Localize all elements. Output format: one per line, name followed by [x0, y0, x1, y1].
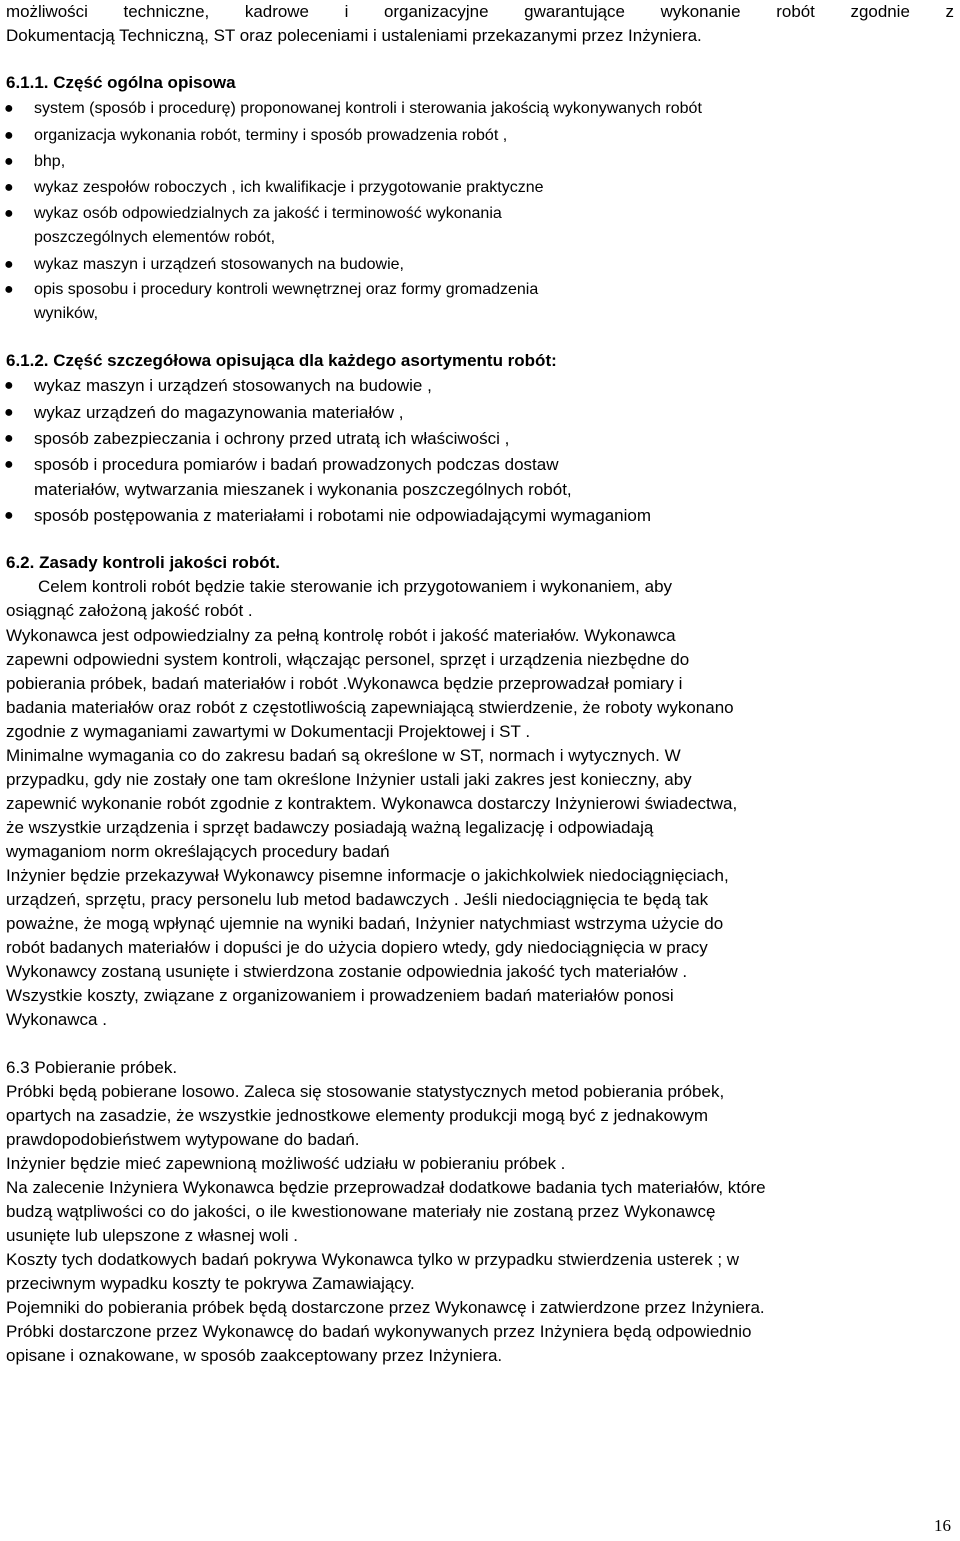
bullet-icon: ● [4, 430, 14, 447]
bullet-icon: ● [4, 179, 14, 196]
paragraph-line: zgodnie z wymaganiami zawartymi w Dokumentacji Projektowej i ST . [6, 722, 531, 741]
paragraph-line: zapewni odpowiedni system kontroli, włączając personel, sprzęt i urządzenia niezbędne do [6, 650, 690, 669]
section-heading-6-2: 6.2. Zasady kontroli jakości robót. [6, 553, 280, 572]
paragraph-line: Wykonawcy zostaną usunięte i stwierdzona zostanie odpowiednia jakość tych materiałów . [6, 962, 688, 981]
paragraph-line: przeciwnym wypadku koszty te pokrywa Zamawiający. [6, 1274, 415, 1293]
list-item-continuation: materiałów, wytwarzania mieszanek i wykonania poszczególnych robót, [34, 480, 572, 499]
paragraph-line: Próbki będą pobierane losowo. Zaleca się stosowanie statystycznych metod pobierania próbek, [6, 1082, 725, 1101]
intro-line: Dokumentacją Techniczną, ST oraz poleceniami i ustaleniami przekazanymi przez Inżyniera. [6, 26, 702, 45]
paragraph-line: Inżynier będzie mieć zapewnioną możliwość udziału w pobieraniu próbek . [6, 1154, 566, 1173]
page-number: 16 [934, 1516, 951, 1535]
paragraph-line: Wszystkie koszty, związane z organizowaniem i prowadzeniem badań materiałów ponosi [6, 986, 674, 1005]
paragraph-line: pobierania próbek, badań materiałów i robót .Wykonawca będzie przeprowadzał pomiary i [6, 674, 683, 693]
paragraph-line: usunięte lub ulepszone z własnej woli . [6, 1226, 299, 1245]
bullet-icon: ● [4, 507, 14, 524]
paragraph-line: zapewnić wykonanie robót zgodnie z kontraktem. Wykonawca dostarczy Inżynierowi świadectwa, [6, 794, 738, 813]
bullet-icon: ● [4, 281, 14, 298]
intro-line: możliwości techniczne, kadrowe i organizacyjne gwarantujące wykonanie robót zgodnie z [6, 2, 954, 21]
document-page: możliwości techniczne, kadrowe i organizacyjne gwarantujące wykonanie robót zgodnie z Dokumentacją Techniczną, ST oraz poleceniami i ustaleniami przekazanymi przez Inżyniera. 6.1.1. Część ogólna opisowa ● system (sposób i procedurę) proponowanej kontroli i sterowania jakością wykonywanych robót ● organizacja wykonania robót, terminy i sposób prowadzenia robót , ● bhp, ● wykaz zespołów roboczych , ich kwalifikacje i przygotowanie praktyczne ● wykaz osób odpowiedzialnych za jakość i terminowość wykonania poszczególnych elementów robót, ● wykaz maszyn i urządzeń stosowanych na budowie, ● opis sposobu i procedury kontroli wewnętrznej oraz formy gromadzenia wyników, 6.1.2. Część szczegółowa opisująca dla każdego asortymentu robót: ● wykaz maszyn i urządzeń stosowanych na budowie , ● wykaz urządzeń do magazynowania materiałów , ● sposób zabezpieczania i ochrony przed utratą ich właściwości , ● sposób i procedura pomiarów i badań prowadzonych podczas dostaw materiałów, wytwarzania mieszanek i wykonania poszczególnych robót, ● sposób postępowania z materiałami i robotami nie odpowiadającymi wymaganiom 6.2. Zasady kontroli jakości robót. Celem kontroli robót będzie takie sterowanie ich przygotowaniem i wykonaniem, aby osiągnąć założoną jakość robót . Wykonawca jest odpowiedzialny za pełną kontrolę robót i jakość materiałów. Wykonawca zapewni odpowiedni system kontroli, włączając personel, sprzęt i urządzenia niezbędne do pobierania próbek, badań materiałów i robót .Wykonawca będzie przeprowadzał pomiary i badania materiałów oraz robót z częstotliwością zapewniającą stwierdzenie, że roboty wykonano zgodnie z wymaganiami zawartymi w Dokumentacji Projektowej i ST . Minimalne wymagania co do zakresu badań są określone w ST, normach i wytycznych. W przypadku, gdy nie zostały one tam określone Inżynier ustali jaki zakres jest konieczny, aby zapewnić wykonanie robót zgodnie z kontraktem. Wykonawca dostarczy Inżynierowi świadectwa, że wszystkie urządzenia i sprzęt badawczy posiadają ważną legalizację i odpowiadają wymaganiom norm określających procedury badań Inżynier będzie przekazywał Wykonawcy pisemne informacje o jakichkolwiek niedociągnięciach, urządzeń, sprzętu, pracy personelu lub metod badawczych . Jeśli niedociągnięcia te będą tak poważne, że mogą wpłynąć ujemnie na wyniki badań, Inżynier natychmiast wstrzyma użycie do robót badanych materiałów i dopuści je do użycia dopiero wtedy, gdy niedociągnięcia w pracy Wykonawcy zostaną usunięte i stwierdzona zostanie odpowiednia jakość tych materiałów . Wszystkie koszty, związane z organizowaniem i prowadzeniem badań materiałów ponosi Wykonawca . 6.3 Pobieranie próbek. Próbki będą pobierane losowo. Zaleca się stosowanie statystycznych metod pobierania próbek, opartych na zasadzie, że wszystkie jednostkowe elementy produkcji mogą być z jednakowym prawdopodobieństwem wytypowane do badań. Inżynier będzie mieć zapewnioną możliwość udziału w pobieraniu próbek . Na zalecenie Inżyniera Wykonawca będzie przeprowadzał dodatkowe badania tych materiałów, które budzą wątpliwości co do jakości, o ile kwestionowane materiały nie zostaną przez Wykonawcę usunięte lub ulepszone z własnej woli . Koszty tych dodatkowych badań pokrywa Wykonawca tylko w przypadku stwierdzenia usterek ; w przeciwnym wypadku koszty te pokrywa Zamawiający. Pojemniki do pobierania próbek będą dostarczone przez Wykonawcę i zatwierdzone przez Inżyniera. Próbki dostarczone przez Wykonawcę do badań wykonywanych przez Inżyniera będą odpowiednio opisane i oznakowane, w sposób zaakceptowany przez Inżyniera. 16 [4, 2, 954, 1535]
paragraph-line: Wykonawca jest odpowiedzialny za pełną kontrolę robót i jakość materiałów. Wykonawca [6, 626, 676, 645]
paragraph-line: Wykonawca . [6, 1010, 107, 1029]
section-heading-6-1-1: 6.1.1. Część ogólna opisowa [6, 73, 236, 92]
section-heading-6-1-2: 6.1.2. Część szczegółowa opisująca dla każdego asortymentu robót: [6, 351, 557, 370]
bullet-icon: ● [4, 456, 14, 473]
bullet-icon: ● [4, 127, 14, 144]
paragraph-line: poważne, że mogą wpłynąć ujemnie na wyniki badań, Inżynier natychmiast wstrzyma użycie do [6, 914, 724, 933]
paragraph-line: robót badanych materiałów i dopuści je do użycia dopiero wtedy, gdy niedociągnięcia w pracy [6, 938, 708, 957]
paragraph-line: osiągnąć założoną jakość robót . [6, 601, 253, 620]
paragraph-line: badania materiałów oraz robót z częstotliwością zapewniającą stwierdzenie, że roboty wykonano [6, 698, 734, 717]
paragraph-line: Na zalecenie Inżyniera Wykonawca będzie przeprowadzał dodatkowe badania tych materiałów, które [6, 1178, 766, 1197]
paragraph-line: wymaganiom norm określających procedury badań [6, 842, 390, 861]
bullet-icon: ● [4, 256, 14, 273]
paragraph-line: Koszty tych dodatkowych badań pokrywa Wykonawca tylko w przypadku stwierdzenia usterek ; w [6, 1250, 740, 1269]
paragraph-line: budzą wątpliwości co do jakości, o ile kwestionowane materiały nie zostaną przez Wykonawcę [6, 1202, 716, 1221]
paragraph-line: prawdopodobieństwem wytypowane do badań. [6, 1130, 360, 1149]
section-heading-6-3: 6.3 Pobieranie próbek. [6, 1058, 178, 1077]
list-item-continuation: poszczególnych elementów robót, [34, 229, 276, 246]
list-item-continuation: wyników, [34, 305, 99, 322]
paragraph-line: Inżynier będzie przekazywał Wykonawcy pisemne informacje o jakichkolwiek niedociągnięciach, [6, 866, 729, 885]
paragraph-line: Pojemniki do pobierania próbek będą dostarczone przez Wykonawcę i zatwierdzone przez Inżyniera. [6, 1298, 765, 1317]
paragraph-line: urządzeń, sprzętu, pracy personelu lub metod badawczych . Jeśli niedociągnięcia te będą tak [6, 890, 709, 909]
bullet-icon: ● [4, 404, 14, 421]
paragraph-line: opisane i oznakowane, w sposób zaakceptowany przez Inżyniera. [6, 1346, 503, 1365]
bullet-icon: ● [4, 153, 14, 170]
paragraph-line: przypadku, gdy nie zostały one tam określone Inżynier ustali jaki zakres jest konieczny, aby [6, 770, 692, 789]
paragraph-line: opartych na zasadzie, że wszystkie jednostkowe elementy produkcji mogą być z jednakowym [6, 1106, 709, 1125]
bullet-icon: ● [4, 205, 14, 222]
paragraph-line: że wszystkie urządzenia i sprzęt badawczy posiadają ważną legalizację i odpowiadają [6, 818, 654, 837]
paragraph-line: Minimalne wymagania co do zakresu badań są określone w ST, normach i wytycznych. W [6, 746, 681, 765]
paragraph-line: Próbki dostarczone przez Wykonawcę do badań wykonywanych przez Inżyniera będą odpowiednio [6, 1322, 752, 1341]
bullet-icon: ● [4, 100, 14, 117]
bullet-icon: ● [4, 377, 14, 394]
paragraph-line: Celem kontroli robót będzie takie sterowanie ich przygotowaniem i wykonaniem, aby [38, 577, 673, 596]
